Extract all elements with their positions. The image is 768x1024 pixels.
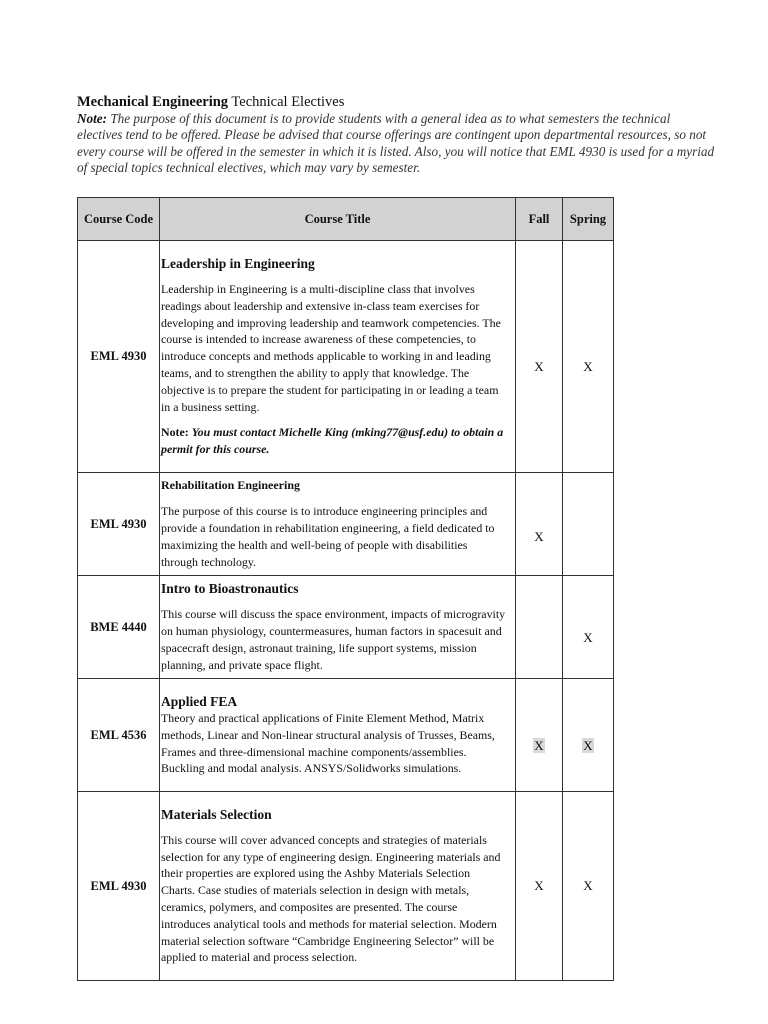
course-description: Theory and practical applications of Finite Element Method, Matrix methods, Linear and Non-linear structural analysis of Trusses, Beams, Frames and three-dimensional machine components/assemblies. Buckling and modal analysis. ANSYS/Solidworks simulations. [161, 710, 495, 776]
fall-mark: X [516, 241, 563, 473]
header-fall: Fall [516, 198, 563, 241]
spring-mark [563, 679, 614, 792]
course-code: EML 4930 [78, 473, 160, 576]
title-rest: Technical Electives [231, 94, 345, 110]
course-cell [160, 679, 516, 792]
fall-mark [516, 576, 563, 679]
table-row [78, 576, 614, 679]
table-header-row [78, 198, 614, 241]
spring-mark [563, 473, 614, 576]
course-title: Intro to Bioastronautics [161, 581, 299, 597]
course-cell [160, 792, 516, 981]
spring-mark: X [563, 792, 614, 981]
course-note-text: You must contact Michelle King (mking77@usf.edu) to obtain a permit for this course. [161, 425, 504, 457]
course-cell [160, 241, 516, 473]
course-title: Materials Selection [161, 806, 272, 822]
course-description: Leadership in Engineering is a multi-discipline class that involves readings about leadership and extensive in-class team exercises for developing and improving leadership and teamwork competencies. The course is intended to increase awareness of these competencies, to introduce concepts and methods applicable to working in and leading teams, and to strengthen the ability to apply that knowledge. The objective is to prepare the student for participating in or leading a team in a business setting. [161, 282, 501, 414]
course-code: EML 4930 [78, 792, 160, 981]
course-code: BME 4440 [78, 576, 160, 679]
electives-table [77, 197, 614, 981]
title-bold: Mechanical Engineering [77, 94, 229, 110]
table-row [78, 679, 614, 792]
course-description: This course will discuss the space environment, impacts of microgravity on human physiology, countermeasures, human factors in spacesuit and spacecraft design, astronaut training, life support systems, mission planning, and private space flight. [161, 607, 506, 672]
intro-note [77, 111, 717, 177]
intro-note-label: Note: [77, 111, 108, 126]
course-note-label: Note: [161, 425, 189, 440]
course-description: The purpose of this course is to introduce engineering principles and provide a foundation in rehabilitation engineering, a field dedicated to maximizing the health and well-being of people with disabilities through technology. [161, 504, 495, 569]
fall-mark: X [516, 473, 563, 576]
course-title: Rehabilitation Engineering [161, 478, 301, 493]
table-row [78, 792, 614, 981]
header-spring: Spring [563, 198, 614, 241]
course-cell [160, 473, 516, 576]
header-course-title: Course Title [160, 198, 516, 241]
course-title: Applied FEA [161, 693, 238, 709]
course-code: EML 4536 [78, 679, 160, 792]
course-cell [160, 576, 516, 679]
spring-mark: X [563, 576, 614, 679]
fall-mark [516, 679, 563, 792]
table-row [78, 241, 614, 473]
highlighted-mark: X [583, 737, 593, 753]
fall-mark: X [516, 792, 563, 981]
course-title: Leadership in Engineering [161, 256, 315, 272]
spring-mark: X [563, 241, 614, 473]
course-note [161, 424, 507, 458]
highlighted-mark: X [534, 737, 544, 753]
header-course-code: Course Code [78, 198, 160, 241]
document-title [77, 94, 344, 110]
intro-note-text: The purpose of this document is to provide students with a general idea as to what semesters the technical electives tend to be offered. Please be advised that course offerings are contingent upon departmental resources, so not every course will be offered in the semester in which it is listed. Also, you will notice that EML 4930 is used for a myriad of special topics technical electives, which may vary by semester. [77, 111, 715, 176]
course-code: EML 4930 [78, 241, 160, 473]
course-description: This course will cover advanced concepts and strategies of materials selection for any type of engineering design. Engineering materials and their properties are explored using the Ashby Materials Selection Charts. Case studies of materials selection in design with metals, ceramics, polymers, and composites are presented. The course introduces analytical tools and methods for material selection. Modern material selection software “Cambridge Engineering Selector” will be applied to material and process selection. [161, 832, 501, 965]
table-row [78, 473, 614, 576]
